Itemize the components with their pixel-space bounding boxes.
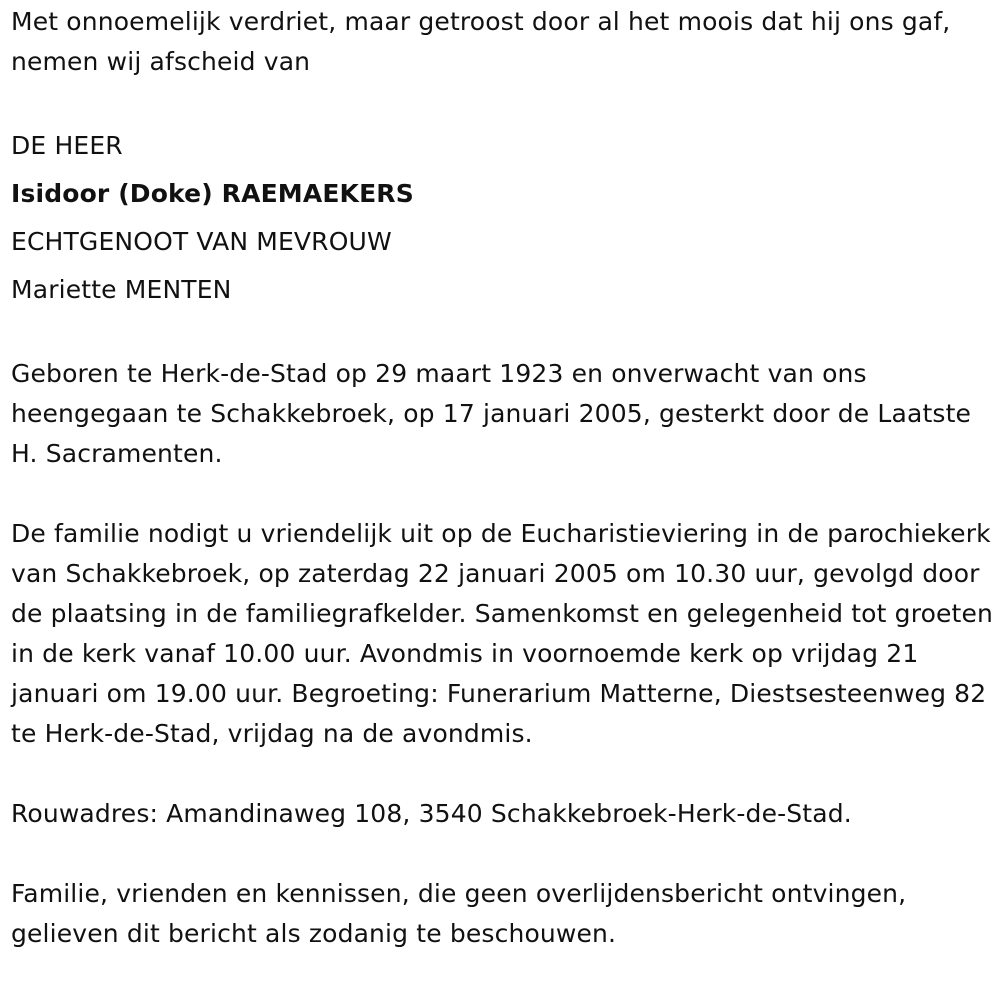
spacer bbox=[11, 314, 996, 354]
deceased-name: Isidoor (Doke) RAEMAEKERS bbox=[11, 179, 414, 208]
spacer bbox=[11, 754, 996, 794]
ceremony-text: De familie nodigt u vriendelijk uit op de Eucharistieviering in de parochiekerk van Schakkebroek, op zaterdag 22 januari 2005 om 10.30 uur, gevolgd door de plaatsing in de familiegrafkelder. Samenkomst en gelegenheid tot groeten in de kerk vanaf 10.00 uur. Avondmis in voornoemde kerk op vrijdag 21 januari om 19.00 uur. Begroeting: Funerarium Matterne, Diestsesteenweg 82 te Herk-de-Stad, vrijdag na de avondmis. bbox=[11, 519, 994, 748]
spouse-name: Mariette MENTEN bbox=[11, 275, 232, 304]
birth-death-text: Geboren te Herk-de-Stad op 29 maart 1923 en onverwacht van ons heengegaan te Schakkebroek, op 17 januari 2005, gesterkt door de Laatste H. Sacramenten. bbox=[11, 359, 972, 468]
closing-text: Familie, vrienden en kennissen, die geen overlijdensbericht ontvingen, gelieven dit bericht als zodanig te beschouwen. bbox=[11, 879, 907, 948]
death-notice bbox=[11, 2, 996, 954]
spacer bbox=[11, 834, 996, 874]
honorific: DE HEER bbox=[11, 131, 123, 160]
address-text: Rouwadres: Amandinaweg 108, 3540 Schakkebroek-Herk-de-Stad. bbox=[11, 799, 852, 828]
spacer bbox=[11, 474, 996, 514]
relation-text: ECHTGENOOT VAN MEVROUW bbox=[11, 227, 392, 256]
intro-text: Met onnoemelijk verdriet, maar getroost door al het moois dat hij ons gaf, nemen wij afscheid van bbox=[11, 7, 951, 76]
spacer bbox=[11, 82, 996, 122]
